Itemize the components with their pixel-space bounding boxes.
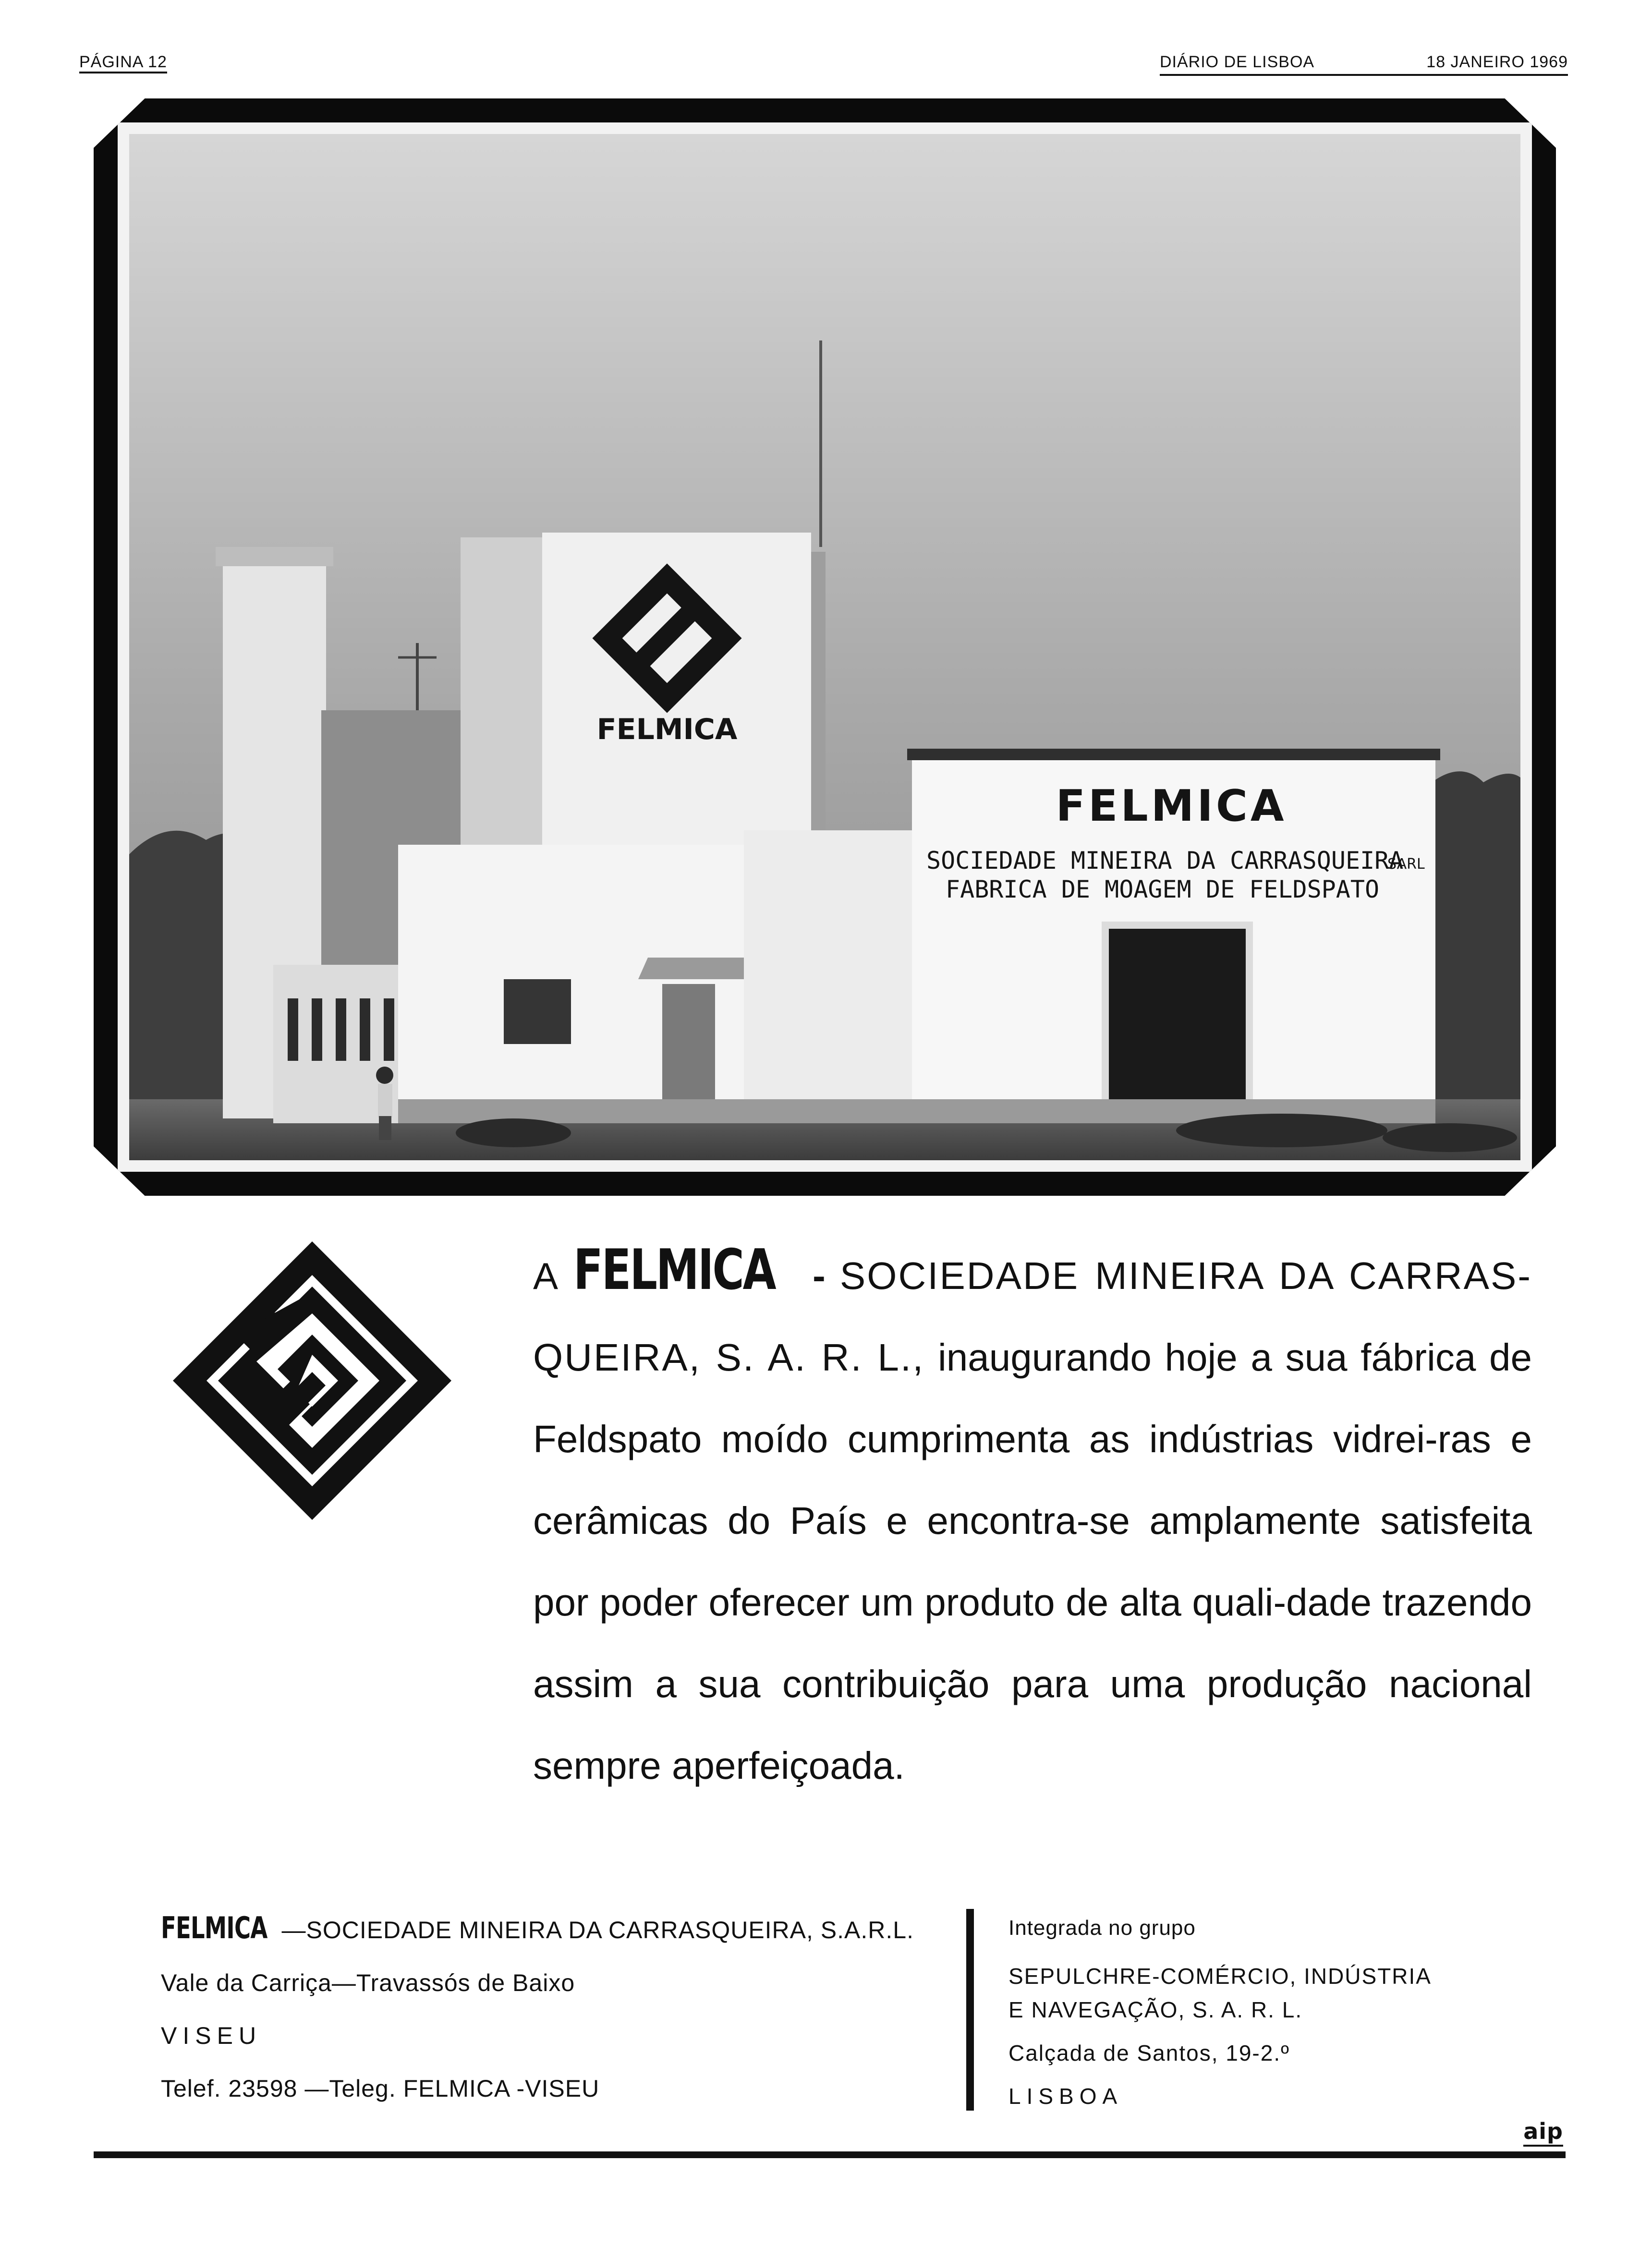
group-address: Calçada de Santos, 19-2.º: [1008, 2040, 1290, 2065]
statement-brand: FELMICA: [573, 1238, 775, 1302]
building-sign-suffix: SARL: [1387, 856, 1425, 873]
statement-dash: -: [813, 1254, 826, 1297]
company-contact: Telef. 23598 —Teleg. FELMICA -VISEU: [161, 2075, 600, 2102]
building-sign-line-1: SOCIEDADE MINEIRA DA CARRASQUEIRA: [926, 847, 1404, 874]
statement-lead: A: [533, 1255, 559, 1297]
company-address: Vale da Carriça—Travassós de Baixo: [161, 1969, 575, 1996]
publication-name: DIÁRIO DE LISBOA: [1160, 53, 1315, 71]
factory-photo: [129, 134, 1520, 1160]
building-sign-brand: FELMICA: [1056, 781, 1287, 831]
company-brand: FELMICA: [161, 1910, 267, 1945]
factory-photo-mat: [118, 122, 1532, 1172]
running-head: [79, 53, 1568, 77]
tower-logo-text: FELMICA: [596, 713, 738, 746]
company-city: VISEU: [161, 2022, 262, 2049]
group-city: LISBOA: [1008, 2084, 1123, 2109]
agency-mark: aip: [1523, 2118, 1563, 2147]
factory-photo-frame: [94, 98, 1556, 1196]
group-name-line-2: E NAVEGAÇÃO, S. A. R. L.: [1008, 1997, 1303, 2022]
middle-door: [662, 984, 715, 1114]
felmica-logo-shape: [173, 1241, 451, 1520]
company-name: —SOCIEDADE MINEIRA DA CARRASQUEIRA, S.A.R.L.: [281, 1917, 914, 1943]
middle-window: [504, 979, 571, 1044]
group-intro: Integrada no grupo: [1008, 1916, 1196, 1940]
header-rule: [1160, 74, 1568, 76]
statement-company-name: SOCIEDADE MINEIRA DA CARRAS-QUEIRA, S. A. R. L.,: [533, 1254, 1532, 1379]
issue-date: 18 JANEIRO 1969: [1426, 53, 1568, 71]
felmica-logo-icon: [173, 1241, 451, 1520]
main-statement: [533, 1229, 1532, 1807]
entrance: [1109, 929, 1246, 1118]
page-number: PÁGINA 12: [79, 53, 167, 73]
company-contact-block: [161, 1902, 958, 2115]
bottom-rule: [94, 2151, 1566, 2158]
building-sign-line-2: FABRICA DE MOAGEM DE FELDSPATO: [946, 875, 1380, 903]
statement-body: inaugurando hoje a sua fábrica de Feldspato moído cumprimenta as indústrias vidrei-ras e cerâmicas do País e encontra-se amplamente satisfeita por poder oferecer um produto de alta quali-dade trazendo assim a sua contribuição para uma produção nacional sempre aperfeiçoada.: [533, 1336, 1532, 1787]
column-divider: [966, 1909, 974, 2111]
company-name-line: [161, 1902, 958, 1956]
group-name-line-1: SEPULCHRE-COMÉRCIO, INDÚSTRIA: [1008, 1964, 1432, 1989]
group-contact-block: [1008, 1907, 1546, 2118]
